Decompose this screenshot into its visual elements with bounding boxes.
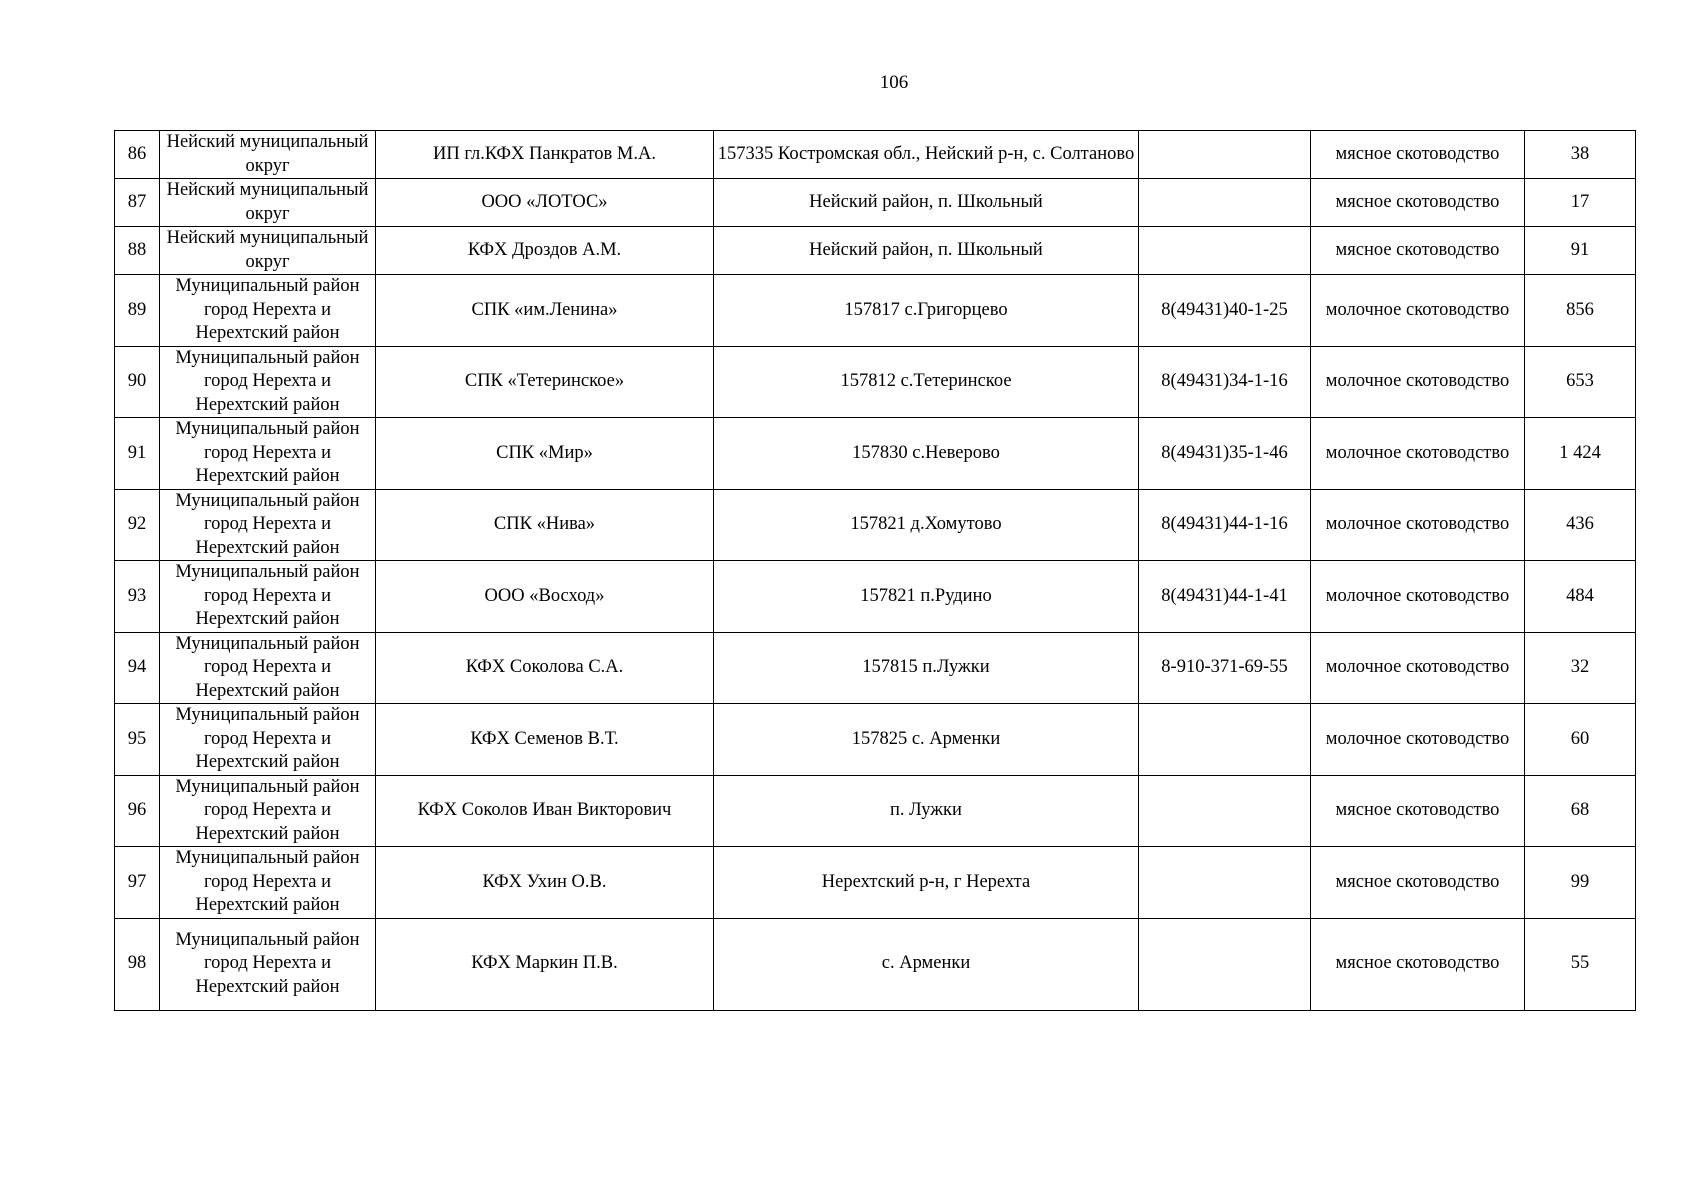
- count-cell: 436: [1525, 489, 1636, 561]
- count-cell: 484: [1525, 561, 1636, 633]
- address-cell: с. Арменки: [714, 918, 1139, 1010]
- row-number: 94: [115, 632, 160, 704]
- activity-cell: молочное скотоводство: [1311, 704, 1525, 776]
- district-cell: Муниципальный район город Нерехта и Нерехтский район: [160, 275, 376, 347]
- activity-cell: молочное скотоводство: [1311, 346, 1525, 418]
- organization-cell: СПК «Мир»: [376, 418, 714, 490]
- activity-cell: молочное скотоводство: [1311, 489, 1525, 561]
- organization-cell: КФХ Соколова С.А.: [376, 632, 714, 704]
- row-number: 91: [115, 418, 160, 490]
- count-cell: 32: [1525, 632, 1636, 704]
- table-row: [115, 704, 1636, 776]
- row-number: 98: [115, 918, 160, 1010]
- address-cell: 157821 д.Хомутово: [714, 489, 1139, 561]
- activity-cell: мясное скотоводство: [1311, 131, 1525, 179]
- phone-cell: 8-910-371-69-55: [1139, 632, 1311, 704]
- row-number: 89: [115, 275, 160, 347]
- phone-cell: [1139, 918, 1311, 1010]
- organization-cell: КФХ Маркин П.В.: [376, 918, 714, 1010]
- count-cell: 38: [1525, 131, 1636, 179]
- count-cell: 91: [1525, 227, 1636, 275]
- organization-cell: КФХ Соколов Иван Викторович: [376, 775, 714, 847]
- table-row: [115, 775, 1636, 847]
- table-row: [115, 346, 1636, 418]
- address-cell: 157335 Костромская обл., Нейский р-н, с. Солтаново: [714, 131, 1139, 179]
- row-number: 96: [115, 775, 160, 847]
- address-cell: Нейский район, п. Школьный: [714, 179, 1139, 227]
- count-cell: 68: [1525, 775, 1636, 847]
- district-cell: Нейский муниципальный округ: [160, 131, 376, 179]
- activity-cell: мясное скотоводство: [1311, 179, 1525, 227]
- activity-cell: мясное скотоводство: [1311, 847, 1525, 919]
- organization-cell: СПК «им.Ленина»: [376, 275, 714, 347]
- activity-cell: молочное скотоводство: [1311, 275, 1525, 347]
- table-row: [115, 418, 1636, 490]
- table-row: [115, 131, 1636, 179]
- phone-cell: 8(49431)44-1-41: [1139, 561, 1311, 633]
- phone-cell: 8(49431)40-1-25: [1139, 275, 1311, 347]
- organization-cell: ИП гл.КФХ Панкратов М.А.: [376, 131, 714, 179]
- phone-cell: [1139, 775, 1311, 847]
- phone-cell: 8(49431)35-1-46: [1139, 418, 1311, 490]
- count-cell: 1 424: [1525, 418, 1636, 490]
- district-cell: Муниципальный район город Нерехта и Нерехтский район: [160, 346, 376, 418]
- row-number: 88: [115, 227, 160, 275]
- organization-cell: СПК «Тетеринское»: [376, 346, 714, 418]
- row-number: 87: [115, 179, 160, 227]
- table-row: [115, 632, 1636, 704]
- count-cell: 55: [1525, 918, 1636, 1010]
- district-cell: Муниципальный район город Нерехта и Нерехтский район: [160, 418, 376, 490]
- district-cell: Нейский муниципальный округ: [160, 179, 376, 227]
- address-cell: Нерехтский р-н, г Нерехта: [714, 847, 1139, 919]
- phone-cell: 8(49431)44-1-16: [1139, 489, 1311, 561]
- phone-cell: 8(49431)34-1-16: [1139, 346, 1311, 418]
- row-number: 92: [115, 489, 160, 561]
- table-row: [115, 275, 1636, 347]
- organization-cell: КФХ Ухин О.В.: [376, 847, 714, 919]
- table-row: [115, 489, 1636, 561]
- phone-cell: [1139, 704, 1311, 776]
- table-row: [115, 918, 1636, 1010]
- phone-cell: [1139, 131, 1311, 179]
- row-number: 90: [115, 346, 160, 418]
- organization-cell: КФХ Семенов В.Т.: [376, 704, 714, 776]
- phone-cell: [1139, 847, 1311, 919]
- district-cell: Муниципальный район город Нерехта и Нерехтский район: [160, 632, 376, 704]
- district-cell: Нейский муниципальный округ: [160, 227, 376, 275]
- count-cell: 60: [1525, 704, 1636, 776]
- organization-cell: СПК «Нива»: [376, 489, 714, 561]
- count-cell: 856: [1525, 275, 1636, 347]
- district-cell: Муниципальный район город Нерехта и Нерехтский район: [160, 561, 376, 633]
- count-cell: 17: [1525, 179, 1636, 227]
- address-cell: 157817 с.Григорцево: [714, 275, 1139, 347]
- row-number: 97: [115, 847, 160, 919]
- address-cell: 157815 п.Лужки: [714, 632, 1139, 704]
- row-number: 93: [115, 561, 160, 633]
- row-number: 86: [115, 131, 160, 179]
- address-cell: 157821 п.Рудино: [714, 561, 1139, 633]
- table-row: [115, 227, 1636, 275]
- address-cell: 157830 с.Неверово: [714, 418, 1139, 490]
- phone-cell: [1139, 227, 1311, 275]
- organization-cell: ООО «ЛОТОС»: [376, 179, 714, 227]
- district-cell: Муниципальный район город Нерехта и Нерехтский район: [160, 847, 376, 919]
- address-cell: 157812 с.Тетеринское: [714, 346, 1139, 418]
- activity-cell: мясное скотоводство: [1311, 775, 1525, 847]
- farm-register-table: [114, 130, 1636, 1011]
- organization-cell: ООО «Восход»: [376, 561, 714, 633]
- activity-cell: молочное скотоводство: [1311, 561, 1525, 633]
- district-cell: Муниципальный район город Нерехта и Нерехтский район: [160, 489, 376, 561]
- page-number: 106: [879, 72, 909, 93]
- activity-cell: мясное скотоводство: [1311, 918, 1525, 1010]
- count-cell: 653: [1525, 346, 1636, 418]
- address-cell: п. Лужки: [714, 775, 1139, 847]
- activity-cell: мясное скотоводство: [1311, 227, 1525, 275]
- organization-cell: КФХ Дроздов А.М.: [376, 227, 714, 275]
- activity-cell: молочное скотоводство: [1311, 418, 1525, 490]
- district-cell: Муниципальный район город Нерехта и Нерехтский район: [160, 918, 376, 1010]
- row-number: 95: [115, 704, 160, 776]
- address-cell: Нейский район, п. Школьный: [714, 227, 1139, 275]
- activity-cell: молочное скотоводство: [1311, 632, 1525, 704]
- district-cell: Муниципальный район город Нерехта и Нерехтский район: [160, 704, 376, 776]
- table-row: [115, 179, 1636, 227]
- address-cell: 157825 с. Арменки: [714, 704, 1139, 776]
- phone-cell: [1139, 179, 1311, 227]
- district-cell: Муниципальный район город Нерехта и Нерехтский район: [160, 775, 376, 847]
- count-cell: 99: [1525, 847, 1636, 919]
- table-row: [115, 561, 1636, 633]
- table-row: [115, 847, 1636, 919]
